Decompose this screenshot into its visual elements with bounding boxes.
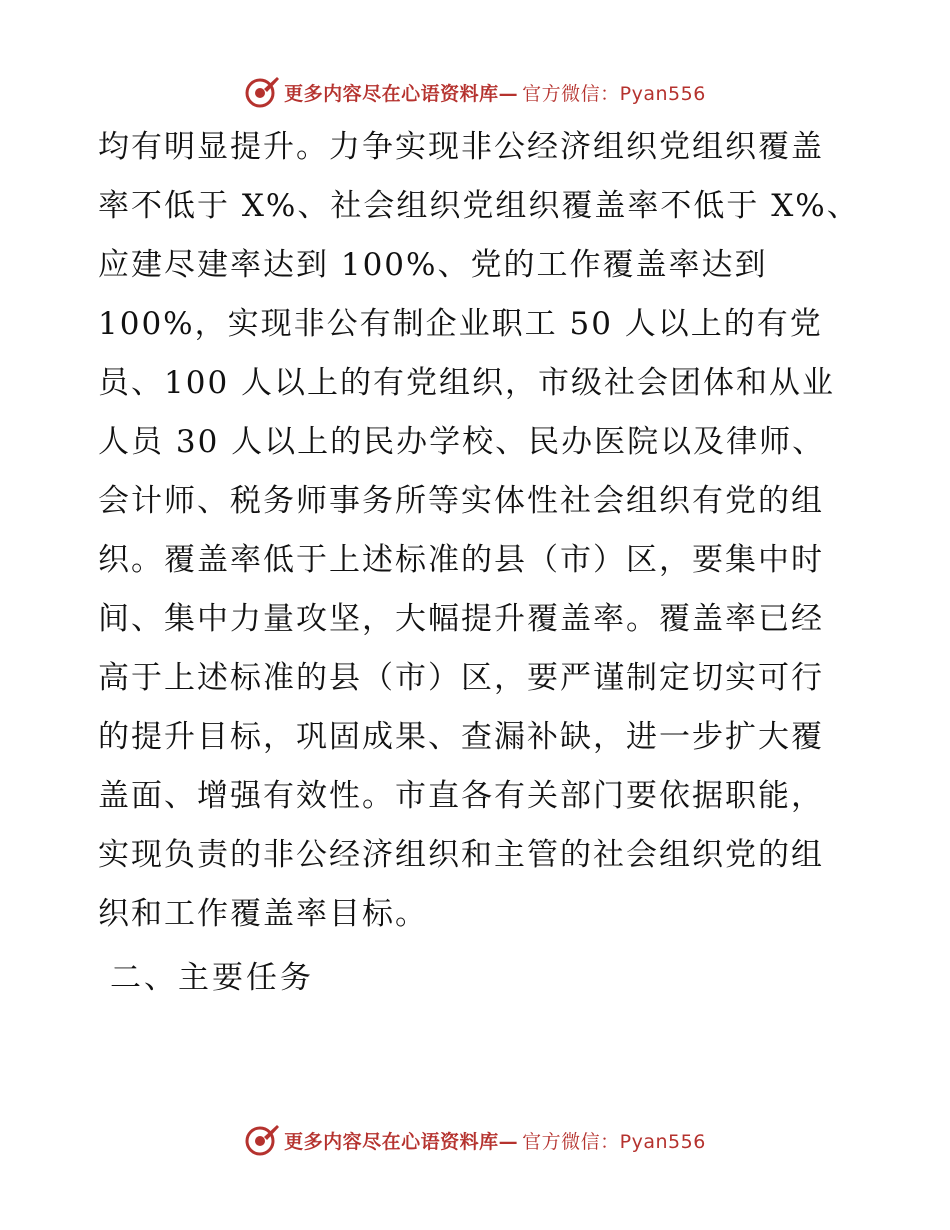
watermark-wechat: 官方微信：Pyan556 (522, 82, 706, 105)
paragraph-line: 会计师、税务师事务所等实体性社会组织有党的组 (98, 483, 824, 519)
pen-logo-icon (244, 1122, 280, 1158)
paragraph-line: 率不低于 X%、社会组织党组织覆盖率不低于 X%、 (98, 188, 860, 224)
watermark-text: 更多内容尽在心语资料库— (284, 1130, 519, 1153)
paragraph-line: 织和工作覆盖率目标。 (98, 896, 428, 932)
paragraph-line: 均有明显提升。力争实现非公经济组织党组织覆盖 (98, 129, 824, 165)
paragraph-line: 的提升目标，巩固成果、查漏补缺，进一步扩大覆 (98, 719, 824, 755)
paragraph-line: 间、集中力量攻坚，大幅提升覆盖率。覆盖率已经 (98, 601, 824, 637)
pen-logo-icon (244, 74, 280, 110)
paragraph-line: 员、100 人以上的有党组织，市级社会团体和从业 (98, 365, 836, 401)
paragraph-line: 人员 30 人以上的民办学校、民办医院以及律师、 (98, 424, 826, 460)
watermark-wechat: 官方微信：Pyan556 (522, 1130, 706, 1153)
watermark-text: 更多内容尽在心语资料库— (284, 82, 519, 105)
paragraph-line: 盖面、增强有效性。市直各有关部门要依据职能， (98, 778, 824, 814)
watermark-banner-bottom (0, 1120, 950, 1160)
paragraph-line: 100%，实现非公有制企业职工 50 人以上的有党 (98, 306, 823, 342)
paragraph-line: 高于上述标准的县（市）区，要严谨制定切实可行 (98, 660, 824, 696)
body-paragraph (98, 122, 858, 948)
section-heading: 二、主要任务 (110, 960, 314, 996)
watermark-banner-top (0, 72, 950, 112)
paragraph-line: 实现负责的非公经济组织和主管的社会组织党的组 (98, 837, 824, 873)
paragraph-line: 织。覆盖率低于上述标准的县（市）区，要集中时 (98, 542, 824, 578)
paragraph-line: 应建尽建率达到 100%、党的工作覆盖率达到 (98, 247, 768, 283)
